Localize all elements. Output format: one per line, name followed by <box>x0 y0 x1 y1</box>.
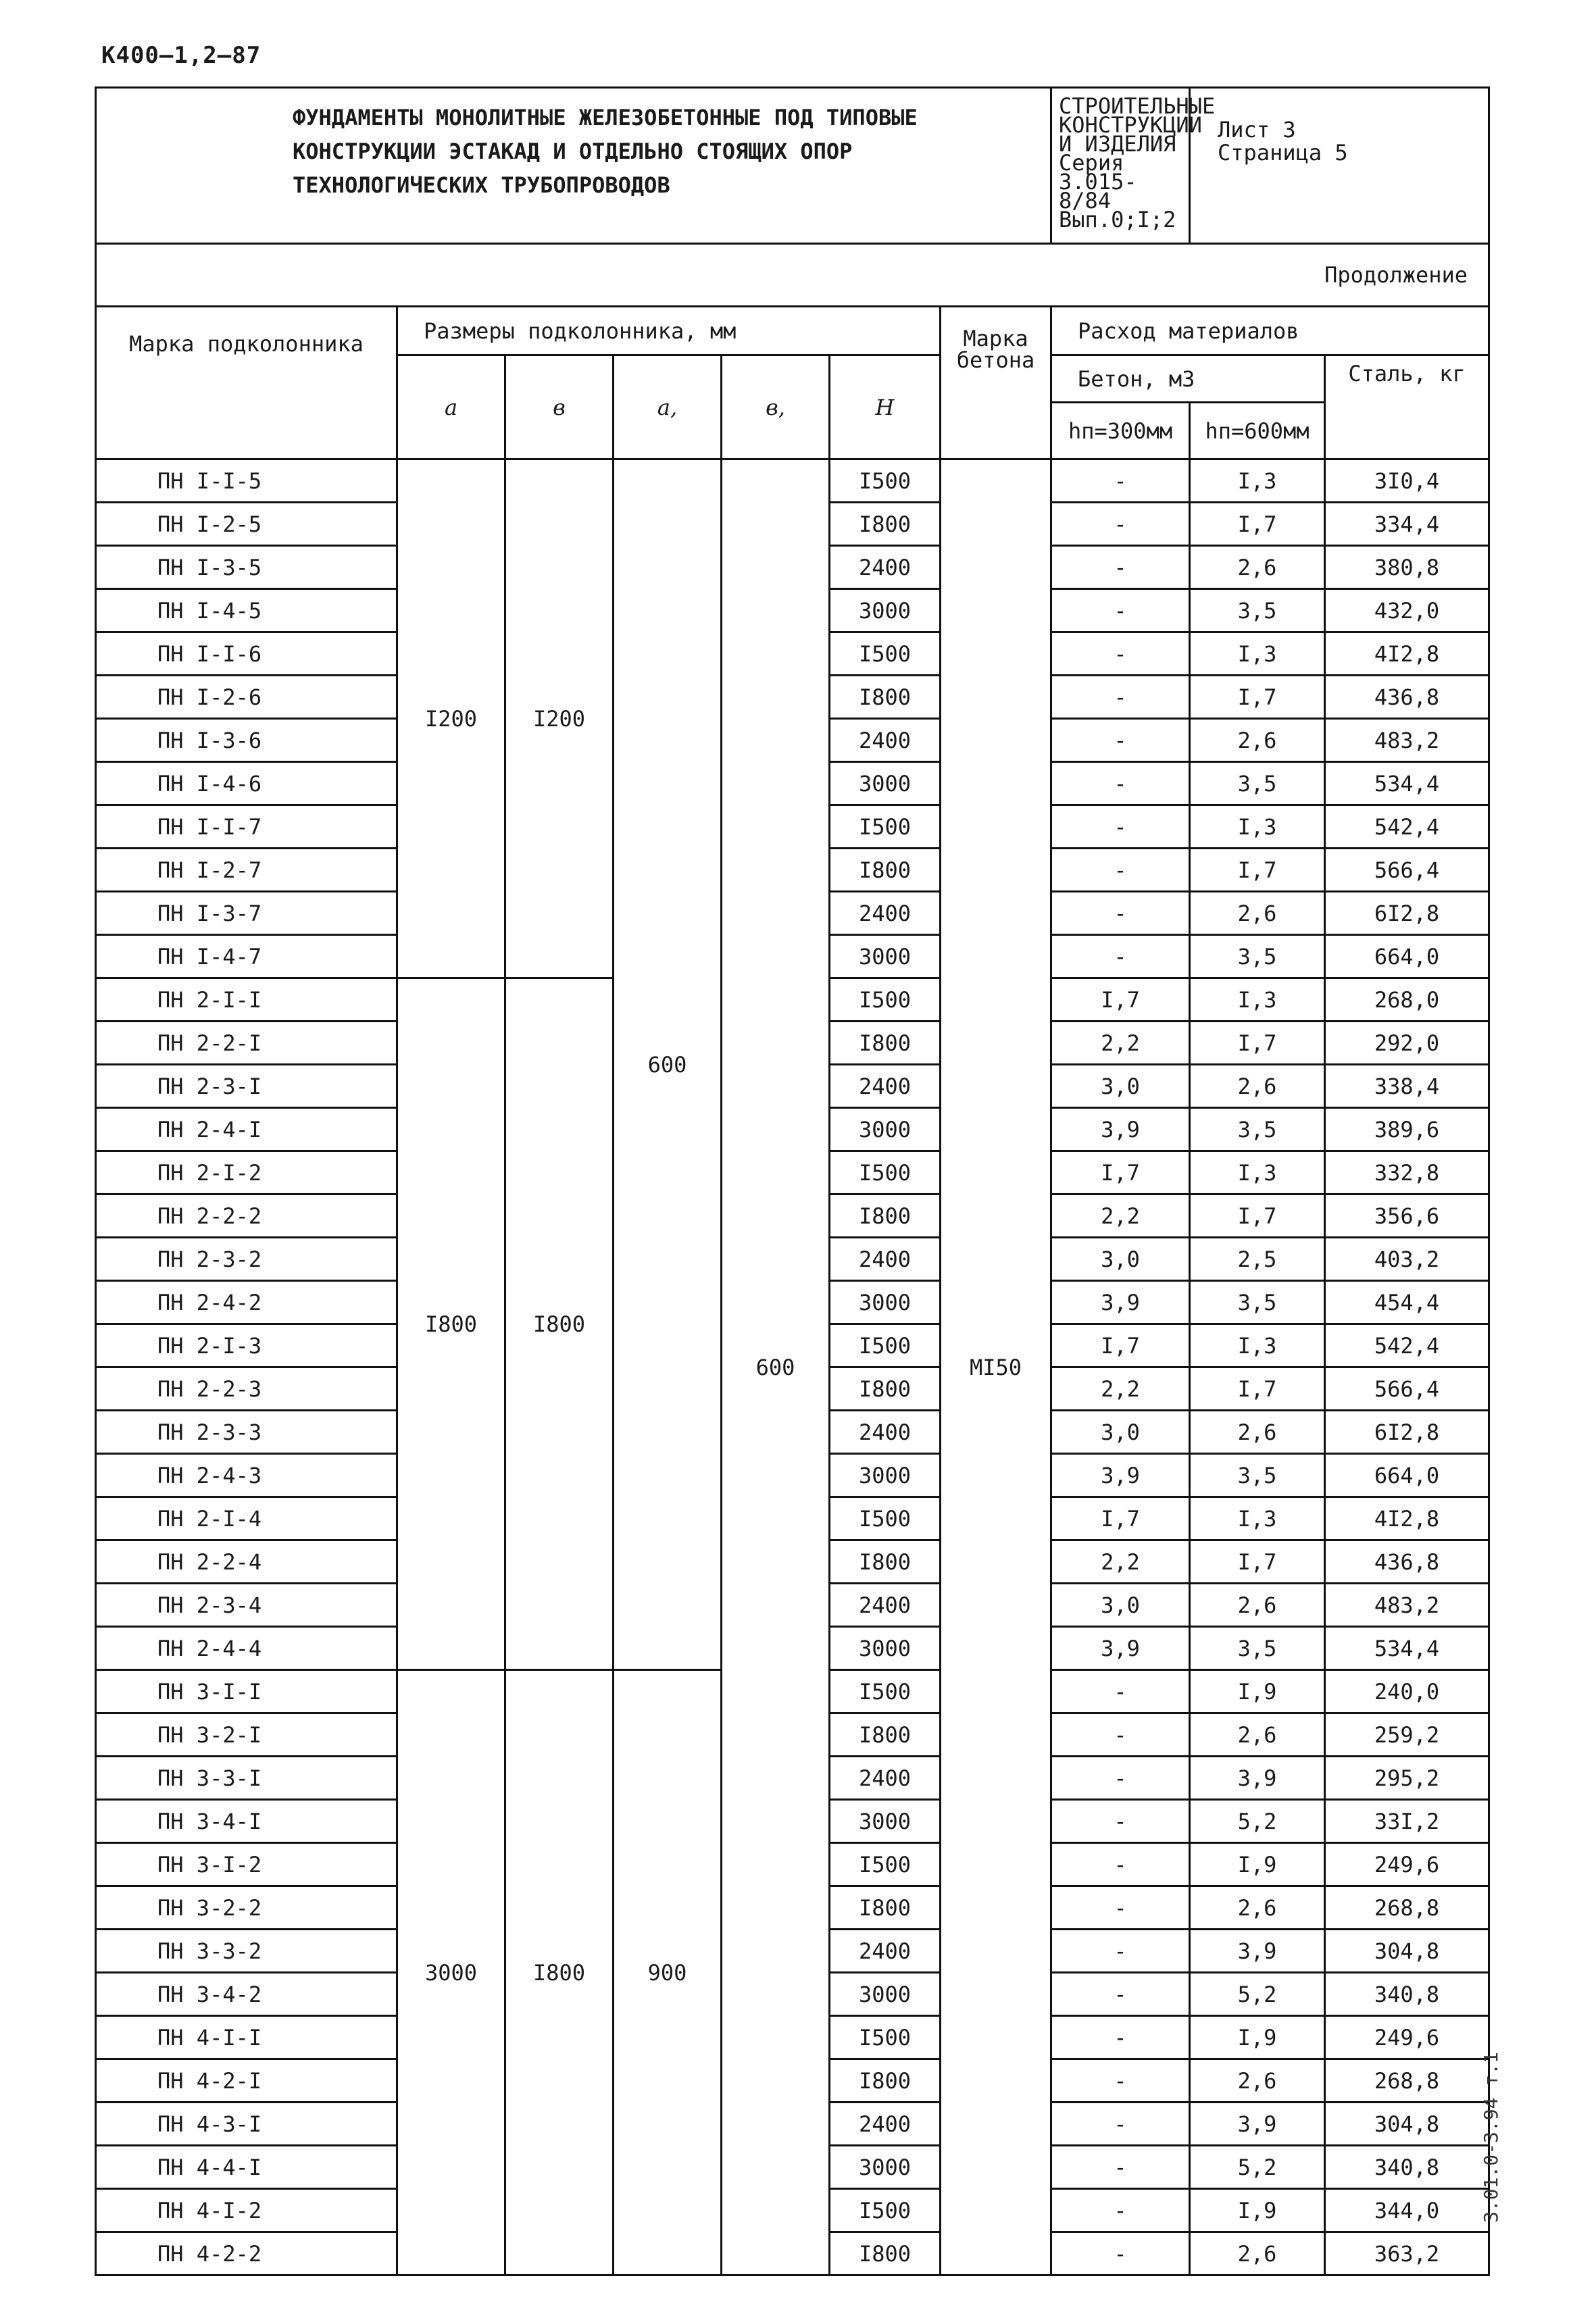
sheet <box>95 86 1488 2276</box>
concrete-600-cell: I,3 <box>1190 1151 1325 1194</box>
concrete-600-cell: I,7 <box>1190 1194 1325 1238</box>
concrete-300-cell: 3,0 <box>1051 1065 1190 1108</box>
h-cell: I800 <box>830 1022 941 1065</box>
concrete-600-cell: 3,5 <box>1190 1108 1325 1151</box>
mark-cell: ПН 3-2-I <box>96 1713 397 1757</box>
b-value-cell: I200 <box>505 459 614 978</box>
steel-cell: 436,8 <box>1325 1540 1489 1584</box>
concrete-300-cell: 2,2 <box>1051 1540 1190 1584</box>
steel-cell: 566,4 <box>1325 1367 1489 1411</box>
concrete-600-cell: I,9 <box>1190 1670 1325 1713</box>
h-cell: 3000 <box>830 1281 941 1324</box>
concrete-300-cell: - <box>1051 1713 1190 1757</box>
concrete-300-cell: I,7 <box>1051 1324 1190 1367</box>
steel-cell: 664,0 <box>1325 1454 1489 1497</box>
continuation-label: Продолжение <box>96 244 1489 307</box>
mark-cell: ПН 2-2-3 <box>96 1367 397 1411</box>
concrete-300-cell: - <box>1051 849 1190 892</box>
h-cell: I500 <box>830 805 941 849</box>
mark-cell: ПН 2-I-4 <box>96 1497 397 1540</box>
concrete-600-cell: 5,2 <box>1190 2146 1325 2189</box>
b-value-cell: I800 <box>505 1670 614 2275</box>
h-cell: I800 <box>830 1886 941 1930</box>
h-cell: 3000 <box>830 1108 941 1151</box>
header-b1: в, <box>722 355 830 459</box>
h-cell: I500 <box>830 1324 941 1367</box>
concrete-600-cell: 3,5 <box>1190 762 1325 805</box>
steel-cell: 268,8 <box>1325 2059 1489 2103</box>
steel-cell: 4I2,8 <box>1325 1497 1489 1540</box>
mark-cell: ПН I-I-5 <box>96 459 397 503</box>
h-cell: I500 <box>830 1670 941 1713</box>
mark-cell: ПН 2-4-I <box>96 1108 397 1151</box>
concrete-600-cell: 3,9 <box>1190 1930 1325 1973</box>
header-hn300: hп=300мм <box>1051 403 1190 459</box>
concrete-300-cell: 3,9 <box>1051 1627 1190 1670</box>
steel-cell: 6I2,8 <box>1325 1411 1489 1454</box>
concrete-600-cell: 2,6 <box>1190 1886 1325 1930</box>
concrete-300-cell: - <box>1051 2059 1190 2103</box>
concrete-600-cell: 3,5 <box>1190 1281 1325 1324</box>
document-code: К400—1,2—87 <box>101 42 261 69</box>
steel-cell: 240,0 <box>1325 1670 1489 1713</box>
concrete-300-cell: - <box>1051 1670 1190 1713</box>
header-steel: Сталь, кг <box>1325 355 1489 459</box>
h-cell: I500 <box>830 1151 941 1194</box>
mark-cell: ПН 2-4-2 <box>96 1281 397 1324</box>
series-info: СТРОИТЕЛЬНЫЕ КОНСТРУКЦИИ И ИЗДЕЛИЯ Серия 3.015-8/84 Вып.0;I;2 <box>1051 88 1190 244</box>
h-cell: 3000 <box>830 1800 941 1843</box>
steel-cell: 332,8 <box>1325 1151 1489 1194</box>
concrete-600-cell: 3,5 <box>1190 1627 1325 1670</box>
h-cell: I500 <box>830 2016 941 2059</box>
concrete-300-cell: 3,0 <box>1051 1411 1190 1454</box>
concrete-300-cell: - <box>1051 1973 1190 2016</box>
h-cell: 2400 <box>830 1238 941 1281</box>
steel-cell: 340,8 <box>1325 1973 1489 2016</box>
h-cell: 3000 <box>830 1627 941 1670</box>
steel-cell: 542,4 <box>1325 805 1489 849</box>
h-cell: 2400 <box>830 892 941 935</box>
concrete-300-cell: - <box>1051 762 1190 805</box>
mark-cell: ПН 2-4-3 <box>96 1454 397 1497</box>
b-value-cell: I800 <box>505 978 614 1670</box>
h-cell: I800 <box>830 2059 941 2103</box>
mark-cell: ПН I-2-7 <box>96 849 397 892</box>
concrete-600-cell: 2,5 <box>1190 1238 1325 1281</box>
foundation-table <box>95 86 1490 2276</box>
h-cell: 2400 <box>830 1411 941 1454</box>
steel-cell: 534,4 <box>1325 762 1489 805</box>
header-b: в <box>505 355 614 459</box>
steel-cell: 4I2,8 <box>1325 632 1489 676</box>
h-cell: I800 <box>830 1194 941 1238</box>
steel-cell: 259,2 <box>1325 1713 1489 1757</box>
concrete-600-cell: 3,5 <box>1190 589 1325 632</box>
header-h: H <box>830 355 941 459</box>
table-row <box>96 459 1489 503</box>
document-title: ФУНДАМЕНТЫ МОНОЛИТНЫЕ ЖЕЛЕЗОБЕТОННЫЕ ПОД ТИПОВЫЕ КОНСТРУКЦИИ ЭСТАКАД И ОТДЕЛЬНО СТОЯЩИХ ОПОР ТЕХНОЛОГИЧЕСКИХ ТРУБОПРОВОДОВ <box>96 88 1051 244</box>
concrete-300-cell: - <box>1051 805 1190 849</box>
steel-cell: 454,4 <box>1325 1281 1489 1324</box>
concrete-300-cell: - <box>1051 2146 1190 2189</box>
mark-cell: ПН 3-3-I <box>96 1757 397 1800</box>
mark-cell: ПН I-2-5 <box>96 503 397 546</box>
steel-cell: 268,0 <box>1325 978 1489 1022</box>
concrete-600-cell: 3,9 <box>1190 1757 1325 1800</box>
concrete-600-cell: 3,5 <box>1190 1454 1325 1497</box>
mark-cell: ПН 4-3-I <box>96 2103 397 2146</box>
h-cell: I800 <box>830 1367 941 1411</box>
steel-cell: 356,6 <box>1325 1194 1489 1238</box>
concrete-300-cell: I,7 <box>1051 1151 1190 1194</box>
steel-cell: 363,2 <box>1325 2232 1489 2275</box>
mark-cell: ПН 2-3-I <box>96 1065 397 1108</box>
concrete-300-cell: 3,9 <box>1051 1281 1190 1324</box>
concrete-300-cell: - <box>1051 2103 1190 2146</box>
header-concrete: Бетон, м3 <box>1051 355 1325 403</box>
concrete-600-cell: I,7 <box>1190 503 1325 546</box>
h-cell: I500 <box>830 632 941 676</box>
mark-cell: ПН 2-3-3 <box>96 1411 397 1454</box>
concrete-300-cell: - <box>1051 1757 1190 1800</box>
mark-cell: ПН 3-4-2 <box>96 1973 397 2016</box>
h-cell: I800 <box>830 503 941 546</box>
a-value-cell: 3000 <box>397 1670 505 2275</box>
h-cell: 2400 <box>830 719 941 762</box>
concrete-300-cell: I,7 <box>1051 978 1190 1022</box>
concrete-300-cell: 3,9 <box>1051 1108 1190 1151</box>
sheet-info <box>1190 88 1489 244</box>
concrete-300-cell: - <box>1051 676 1190 719</box>
mark-cell: ПН 3-4-I <box>96 1800 397 1843</box>
a-value-cell: I200 <box>397 459 505 978</box>
steel-cell: 340,8 <box>1325 2146 1489 2189</box>
h-cell: 2400 <box>830 546 941 589</box>
concrete-600-cell: I,3 <box>1190 978 1325 1022</box>
h-cell: 3000 <box>830 1454 941 1497</box>
mark-cell: ПН 4-I-I <box>96 2016 397 2059</box>
concrete-300-cell: - <box>1051 935 1190 978</box>
steel-cell: 33I,2 <box>1325 1800 1489 1843</box>
concrete-600-cell: I,7 <box>1190 849 1325 892</box>
concrete-300-cell: - <box>1051 2016 1190 2059</box>
h-cell: I800 <box>830 676 941 719</box>
side-note: 3.01.0-3.94 т.1 <box>1480 2052 1502 2223</box>
h-cell: I800 <box>830 849 941 892</box>
concrete-600-cell: 2,6 <box>1190 1584 1325 1627</box>
h-cell: 3000 <box>830 589 941 632</box>
h-cell: 3000 <box>830 1973 941 2016</box>
mark-cell: ПН I-4-7 <box>96 935 397 978</box>
a1-value-cell: 600 <box>614 459 722 1670</box>
header-concrete-grade: Марка бетона <box>941 307 1051 459</box>
h-cell: I500 <box>830 2189 941 2232</box>
mark-cell: ПН 2-I-3 <box>96 1324 397 1367</box>
steel-cell: 338,4 <box>1325 1065 1489 1108</box>
concrete-300-cell: - <box>1051 892 1190 935</box>
h-cell: I800 <box>830 1540 941 1584</box>
concrete-600-cell: 5,2 <box>1190 1800 1325 1843</box>
concrete-600-cell: I,3 <box>1190 1324 1325 1367</box>
concrete-600-cell: 2,6 <box>1190 2059 1325 2103</box>
mark-cell: ПН I-4-6 <box>96 762 397 805</box>
a1-value-cell: 900 <box>614 1670 722 2275</box>
steel-cell: 432,0 <box>1325 589 1489 632</box>
mark-cell: ПН I-3-6 <box>96 719 397 762</box>
concrete-600-cell: I,7 <box>1190 676 1325 719</box>
steel-cell: 304,8 <box>1325 1930 1489 1973</box>
mark-cell: ПН 3-2-2 <box>96 1886 397 1930</box>
steel-cell: 542,4 <box>1325 1324 1489 1367</box>
concrete-300-cell: 2,2 <box>1051 1367 1190 1411</box>
steel-cell: 6I2,8 <box>1325 892 1489 935</box>
concrete-300-cell: - <box>1051 1930 1190 1973</box>
h-cell: 3000 <box>830 762 941 805</box>
concrete-600-cell: 2,6 <box>1190 1065 1325 1108</box>
steel-cell: 249,6 <box>1325 2016 1489 2059</box>
concrete-300-cell: 3,9 <box>1051 1454 1190 1497</box>
mark-cell: ПН 4-4-I <box>96 2146 397 2189</box>
concrete-600-cell: I,3 <box>1190 805 1325 849</box>
steel-cell: 534,4 <box>1325 1627 1489 1670</box>
steel-cell: 268,8 <box>1325 1886 1489 1930</box>
mark-cell: ПН 2-4-4 <box>96 1627 397 1670</box>
mark-cell: ПН 4-2-2 <box>96 2232 397 2275</box>
mark-cell: ПН 3-I-2 <box>96 1843 397 1886</box>
mark-cell: ПН 3-3-2 <box>96 1930 397 1973</box>
concrete-600-cell: I,7 <box>1190 1022 1325 1065</box>
concrete-300-cell: - <box>1051 589 1190 632</box>
concrete-600-cell: 2,6 <box>1190 892 1325 935</box>
concrete-600-cell: 2,6 <box>1190 2232 1325 2275</box>
concrete-600-cell: I,7 <box>1190 1540 1325 1584</box>
concrete-600-cell: I,9 <box>1190 2189 1325 2232</box>
concrete-600-cell: 2,6 <box>1190 719 1325 762</box>
concrete-300-cell: - <box>1051 2189 1190 2232</box>
concrete-300-cell: 2,2 <box>1051 1022 1190 1065</box>
concrete-300-cell: 2,2 <box>1051 1194 1190 1238</box>
mark-cell: ПН I-I-7 <box>96 805 397 849</box>
mark-cell: ПН 2-2-I <box>96 1022 397 1065</box>
h-cell: 2400 <box>830 1065 941 1108</box>
h-cell: 2400 <box>830 1930 941 1973</box>
h-cell: I800 <box>830 1713 941 1757</box>
concrete-300-cell: 3,0 <box>1051 1584 1190 1627</box>
header-hn600: hп=600мм <box>1190 403 1325 459</box>
mark-cell: ПН I-4-5 <box>96 589 397 632</box>
steel-cell: 344,0 <box>1325 2189 1489 2232</box>
concrete-300-cell: - <box>1051 459 1190 503</box>
sheet-number: Лист 3 <box>1218 117 1296 143</box>
page-number: Страница 5 <box>1218 140 1348 166</box>
h-cell: 3000 <box>830 2146 941 2189</box>
mark-cell: ПН 2-3-4 <box>96 1584 397 1627</box>
mark-cell: ПН 2-I-I <box>96 978 397 1022</box>
concrete-300-cell: - <box>1051 503 1190 546</box>
mark-cell: ПН 2-I-2 <box>96 1151 397 1194</box>
concrete-600-cell: I,3 <box>1190 459 1325 503</box>
steel-cell: 664,0 <box>1325 935 1489 978</box>
concrete-300-cell: - <box>1051 1800 1190 1843</box>
mark-cell: ПН I-I-6 <box>96 632 397 676</box>
concrete-600-cell: 3,5 <box>1190 935 1325 978</box>
steel-cell: 3I0,4 <box>1325 459 1489 503</box>
steel-cell: 389,6 <box>1325 1108 1489 1151</box>
concrete-300-cell: - <box>1051 546 1190 589</box>
h-cell: 3000 <box>830 935 941 978</box>
header-a1: a, <box>614 355 722 459</box>
mark-cell: ПН I-2-6 <box>96 676 397 719</box>
h-cell: I800 <box>830 2232 941 2275</box>
concrete-600-cell: I,9 <box>1190 2016 1325 2059</box>
steel-cell: 483,2 <box>1325 719 1489 762</box>
concrete-300-cell: - <box>1051 632 1190 676</box>
concrete-300-cell: - <box>1051 2232 1190 2275</box>
mark-cell: ПН I-3-7 <box>96 892 397 935</box>
header-mark: Марка подколонника <box>96 307 397 459</box>
mark-cell: ПН 2-2-4 <box>96 1540 397 1584</box>
concrete-600-cell: I,3 <box>1190 1497 1325 1540</box>
concrete-grade-cell: MI50 <box>941 459 1051 2275</box>
concrete-300-cell: - <box>1051 719 1190 762</box>
mark-cell: ПН 4-I-2 <box>96 2189 397 2232</box>
concrete-600-cell: 2,6 <box>1190 1713 1325 1757</box>
h-cell: 2400 <box>830 2103 941 2146</box>
b1-value-cell: 600 <box>722 459 830 2275</box>
steel-cell: 249,6 <box>1325 1843 1489 1886</box>
header-a: a <box>397 355 505 459</box>
concrete-600-cell: I,9 <box>1190 1843 1325 1886</box>
steel-cell: 380,8 <box>1325 546 1489 589</box>
concrete-600-cell: I,3 <box>1190 632 1325 676</box>
mark-cell: ПН 2-2-2 <box>96 1194 397 1238</box>
steel-cell: 304,8 <box>1325 2103 1489 2146</box>
h-cell: I500 <box>830 459 941 503</box>
concrete-300-cell: 3,0 <box>1051 1238 1190 1281</box>
concrete-600-cell: 3,9 <box>1190 2103 1325 2146</box>
steel-cell: 334,4 <box>1325 503 1489 546</box>
steel-cell: 566,4 <box>1325 849 1489 892</box>
a-value-cell: I800 <box>397 978 505 1670</box>
mark-cell: ПН 2-3-2 <box>96 1238 397 1281</box>
concrete-300-cell: - <box>1051 1886 1190 1930</box>
steel-cell: 483,2 <box>1325 1584 1489 1627</box>
header-materials: Расход материалов <box>1051 307 1489 355</box>
steel-cell: 295,2 <box>1325 1757 1489 1800</box>
steel-cell: 292,0 <box>1325 1022 1489 1065</box>
mark-cell: ПН 4-2-I <box>96 2059 397 2103</box>
h-cell: I500 <box>830 1843 941 1886</box>
concrete-600-cell: 5,2 <box>1190 1973 1325 2016</box>
h-cell: 2400 <box>830 1757 941 1800</box>
h-cell: I500 <box>830 1497 941 1540</box>
concrete-600-cell: 2,6 <box>1190 546 1325 589</box>
concrete-300-cell: I,7 <box>1051 1497 1190 1540</box>
concrete-600-cell: 2,6 <box>1190 1411 1325 1454</box>
steel-cell: 403,2 <box>1325 1238 1489 1281</box>
mark-cell: ПН 3-I-I <box>96 1670 397 1713</box>
concrete-600-cell: I,7 <box>1190 1367 1325 1411</box>
steel-cell: 436,8 <box>1325 676 1489 719</box>
header-dimensions: Размеры подколонника, мм <box>397 307 941 355</box>
concrete-300-cell: - <box>1051 1843 1190 1886</box>
h-cell: I500 <box>830 978 941 1022</box>
h-cell: 2400 <box>830 1584 941 1627</box>
mark-cell: ПН I-3-5 <box>96 546 397 589</box>
